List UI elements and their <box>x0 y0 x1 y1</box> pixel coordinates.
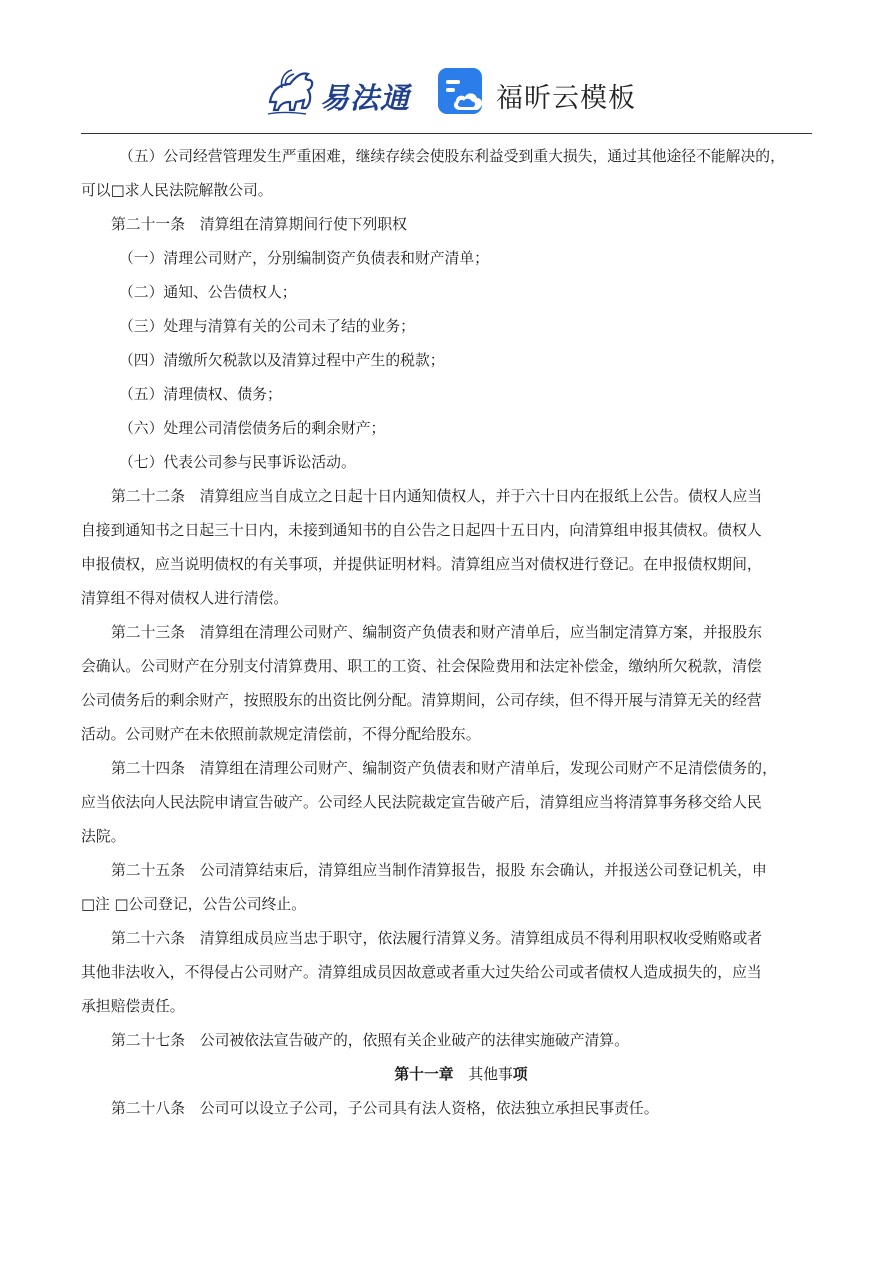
text-line: □注 □公司登记，公告公司终止。 <box>81 896 307 913</box>
chapter-title-end: 项 <box>512 1066 528 1083</box>
text-line: 其他非法收入，不得侵占公司财产。清算组成员因故意或者重大过失给公司或者债权人造成损失的，应当 <box>81 964 762 981</box>
text-line: 法院。 <box>81 828 126 845</box>
text-line: 公司债务后的剩余财产，按照股东的出资比例分配。清算期间，公司存续，但不得开展与清算无关的经营 <box>81 692 762 709</box>
list-item: （六）处理公司清偿债务后的剩余财产； <box>119 420 386 437</box>
page-header <box>0 58 893 128</box>
chapter-heading <box>81 1058 841 1092</box>
text-line: 第二十三条 清算组在清理公司财产、编制资产负债表和财产清单后，应当制定清算方案，并报股东 <box>111 624 763 641</box>
text-line: 第二十七条 公司被依法宣告破产的，依照有关企业破产的法律实施破产清算。 <box>111 1032 629 1049</box>
text-line: 第二十八条 公司可以设立子公司，子公司具有法人资格，依法独立承担民事责任。 <box>111 1100 659 1117</box>
list-item: （七）代表公司参与民事诉讼活动。 <box>119 454 356 471</box>
fuxin-brand-text: 福昕云模板 <box>496 83 636 114</box>
text-line: （五）公司经营管理发生严重困难，继续存续会使股东利益受到重大损失，通过其他途径不能解决的， <box>119 148 785 165</box>
fuxin-logo <box>436 66 636 118</box>
chapter-label: 第十一章 <box>394 1066 454 1083</box>
qilin-icon <box>262 62 322 120</box>
text-line: 应当依法向人民法院申请宣告破产。公司经人民法院裁定宣告破产后，清算组应当将清算事务移交给人民 <box>81 794 762 811</box>
list-item: （三）处理与清算有关的公司未了结的业务； <box>119 318 415 335</box>
text-line: 会确认。公司财产在分别支付清算费用、职工的工资、社会保险费用和法定补偿金，缴纳所欠税款，清偿 <box>81 658 762 675</box>
list-item: （一）清理公司财产，分别编制资产负债表和财产清单； <box>119 250 489 267</box>
list-item: （五）清理债权、债务； <box>119 386 282 403</box>
yifatong-logo <box>262 62 414 120</box>
text-line: 申报债权，应当说明债权的有关事项，并提供证明材料。清算组应当对债权进行登记。在申报债权期间， <box>81 556 762 573</box>
text-line: 活动。公司财产在未依照前款规定清偿前，不得分配给股东。 <box>81 726 481 743</box>
text-line: 清算组不得对债权人进行清偿。 <box>81 590 289 607</box>
yifatong-brand-text: 易法通 <box>320 81 411 115</box>
text-line: 承担赔偿责任。 <box>81 998 185 1015</box>
text-line: 可以□求人民法院解散公司。 <box>81 182 273 199</box>
chapter-title: 其他事 <box>468 1066 513 1083</box>
list-item: （四）清缴所欠税款以及清算过程中产生的税款； <box>119 352 445 369</box>
text-line: 第二十五条 公司清算结束后，清算组应当制作清算报告，报股 东会确认，并报送公司登记机关，申 <box>111 862 767 879</box>
text-line: 第二十二条 清算组应当自成立之日起十日内通知债权人，并于六十日内在报纸上公告。债权人应当 <box>111 488 763 505</box>
header-divider <box>81 133 812 134</box>
cloud-document-icon <box>436 66 488 118</box>
text-line: 第二十四条 清算组在清理公司财产、编制资产负债表和财产清单后，发现公司财产不足清偿债务的， <box>111 760 777 777</box>
list-item: （二）通知、公告债权人； <box>119 284 297 301</box>
document-body <box>81 140 841 1126</box>
article-heading: 第二十一条 清算组在清算期间行使下列职权 <box>111 216 407 233</box>
text-line: 自接到通知书之日起三十日内，未接到通知书的自公告之日起四十五日内，向清算组申报其债权。债权人 <box>81 522 762 539</box>
text-line: 第二十六条 清算组成员应当忠于职守，依法履行清算义务。清算组成员不得利用职权收受贿赂或者 <box>111 930 763 947</box>
